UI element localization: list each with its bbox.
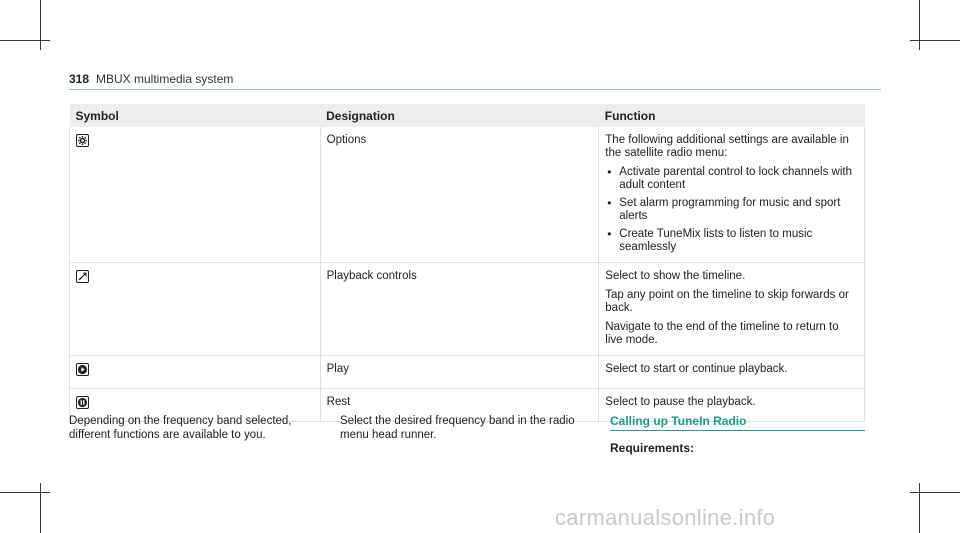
symbol-cell <box>70 127 321 263</box>
body-text-column-3 <box>610 414 865 455</box>
body-text-column-2 <box>340 414 590 442</box>
pause-icon <box>76 396 89 409</box>
list-item: • Create TuneMix lists to listen to music seamlessly <box>605 228 858 254</box>
table-header-row <box>70 104 865 127</box>
playback-controls-icon <box>76 270 89 283</box>
function-text: The following additional settings are available in the satellite radio menu: <box>605 134 849 159</box>
crop-mark <box>0 492 50 493</box>
symbol-cell <box>70 356 321 389</box>
crop-mark <box>910 40 960 41</box>
crop-mark <box>40 483 41 533</box>
watermark: carmanualsonline.info <box>555 505 776 530</box>
function-cell <box>599 356 865 389</box>
function-text: Select to start or continue playback. <box>605 363 788 375</box>
crop-mark <box>910 492 960 493</box>
page-number: 318 <box>69 72 90 86</box>
crop-mark <box>40 0 41 50</box>
page-header <box>69 72 881 90</box>
designation-cell: Play <box>320 356 599 389</box>
column-header-function: Function <box>599 104 865 127</box>
symbol-cell <box>70 263 321 356</box>
function-text: Tap any point on the timeline to skip forwards or back. <box>605 289 849 314</box>
body-text-column-1 <box>69 414 319 442</box>
designation-cell: Options <box>320 127 599 263</box>
table-row <box>70 356 865 389</box>
body-paragraph: Depending on the frequency band selected, different functions are available to you. <box>69 415 292 441</box>
crop-mark <box>919 0 920 50</box>
crop-mark <box>919 483 920 533</box>
function-cell <box>599 127 865 263</box>
table-row <box>70 127 865 263</box>
function-list <box>605 166 858 254</box>
function-text: Select to pause the playback. <box>605 396 756 408</box>
table-row <box>70 263 865 356</box>
body-paragraph: Select the desired frequency band in the radio menu head runner. <box>340 415 575 441</box>
designation-cell: Playback controls <box>320 263 599 356</box>
running-title: MBUX multimedia system <box>96 72 234 86</box>
list-item: • Set alarm programming for music and sport alerts <box>605 197 858 223</box>
function-cell <box>599 263 865 356</box>
column-header-symbol: Symbol <box>70 104 321 127</box>
function-text: Select to show the timeline. <box>605 270 746 282</box>
column-header-designation: Designation <box>320 104 599 127</box>
play-icon <box>76 363 89 376</box>
designation-cell: Rest <box>320 389 599 422</box>
header-rule <box>69 89 881 90</box>
function-text: Navigate to the end of the timeline to return to live mode. <box>605 321 839 346</box>
gear-icon <box>76 134 89 147</box>
requirements-label: Requirements: <box>610 441 695 455</box>
crop-mark <box>0 40 50 41</box>
list-item: • Activate parental control to lock channels with adult content <box>605 166 858 192</box>
symbol-table <box>69 104 865 422</box>
section-heading: Calling up TuneIn Radio <box>610 414 865 431</box>
